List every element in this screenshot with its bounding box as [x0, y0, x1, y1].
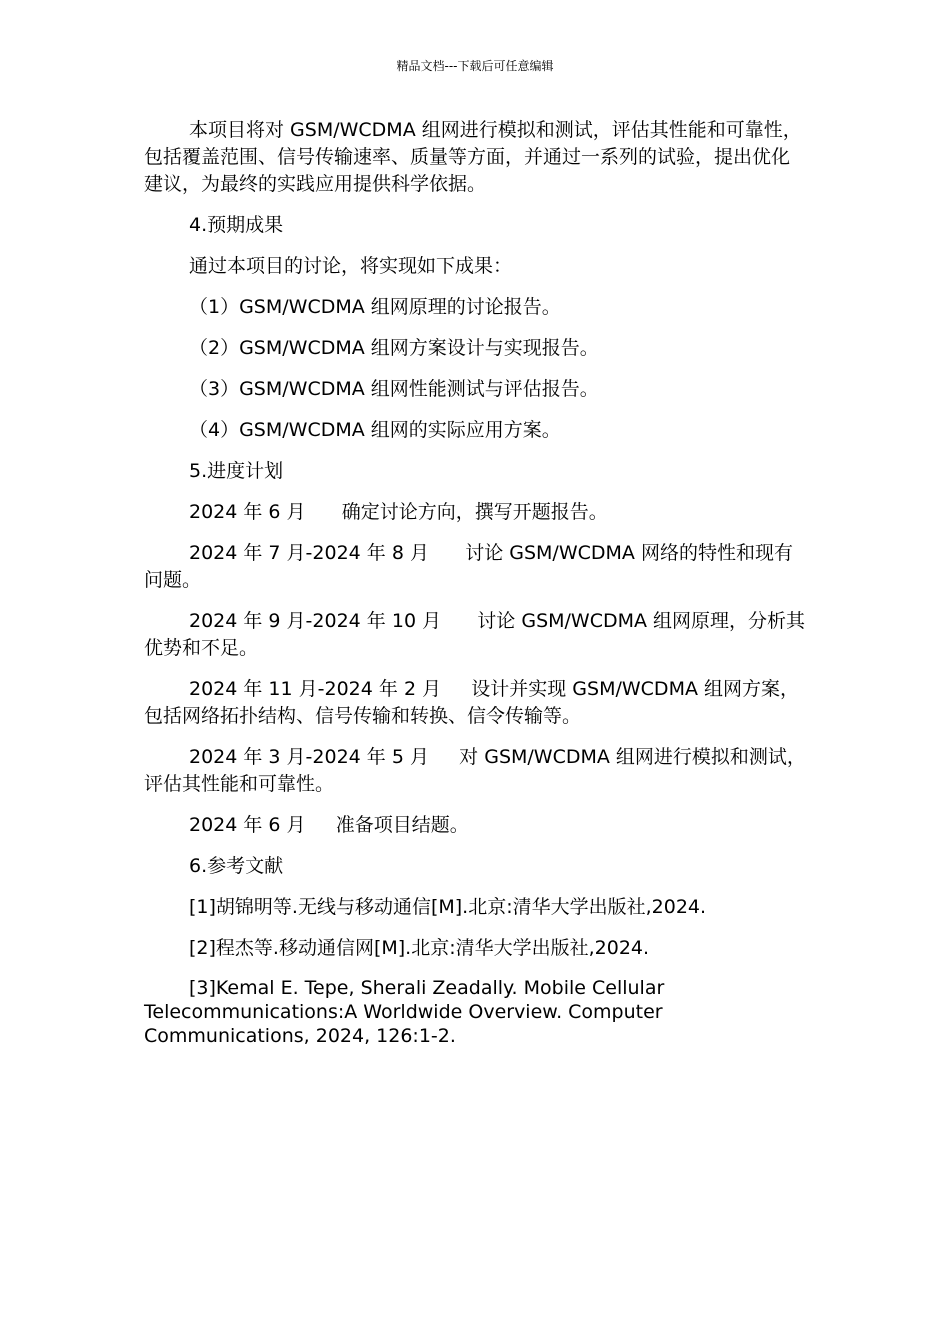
- schedule-item-2: 2024 年 7 月-2024 年 8 月 讨论 GSM/WCDMA 网络的特性和现有问题。: [144, 542, 793, 591]
- outcome-item-1: （1）GSM/WCDMA 组网原理的讨论报告。: [189, 296, 561, 318]
- page-header: 精品文档---下载后可任意编辑: [396, 59, 554, 73]
- reference-item-2: [2]程杰等.移动通信网[M].北京:清华大学出版社,2024.: [189, 937, 650, 959]
- schedule-item-6: 2024 年 6 月 准备项目结题。: [189, 814, 469, 836]
- section-6-title: 6.参考文献: [189, 855, 284, 877]
- reference-item-3: [3]Kemal E. Tepe, Sherali Zeadally. Mobile Cellular Telecommunications:A Worldwide Overview. Computer Communications, 2024, 126:1-2.: [144, 977, 671, 1047]
- section-4-lead: 通过本项目的讨论，将实现如下成果：: [189, 255, 513, 277]
- schedule-item-4: 2024 年 11 月-2024 年 2 月 设计并实现 GSM/WCDMA 组网方案，包括网络拓扑结构、信号传输和转换、信令传输等。: [144, 678, 799, 727]
- section-4-title: 4.预期成果: [189, 214, 284, 236]
- outcome-item-2: （2）GSM/WCDMA 组网方案设计与实现报告。: [189, 337, 599, 359]
- schedule-item-3: 2024 年 9 月-2024 年 10 月 讨论 GSM/WCDMA 组网原理，分析其优势和不足。: [144, 610, 806, 659]
- schedule-item-1: 2024 年 6 月 确定讨论方向，撰写开题报告。: [189, 501, 608, 523]
- intro-paragraph: 本项目将对 GSM/WCDMA 组网进行模拟和测试，评估其性能和可靠性，包括覆盖范围、信号传输速率、质量等方面，并通过一系列的试验，提出优化建议，为最终的实践应用提供科学依据。: [144, 119, 802, 195]
- section-5-title: 5.进度计划: [189, 460, 284, 482]
- document-body: [144, 117, 806, 1048]
- schedule-item-5: 2024 年 3 月-2024 年 5 月 对 GSM/WCDMA 组网进行模拟和测试，评估其性能和可靠性。: [144, 746, 806, 795]
- outcome-item-4: （4）GSM/WCDMA 组网的实际应用方案。: [189, 419, 561, 441]
- reference-item-1: [1]胡锦明等.无线与移动通信[M].北京:清华大学出版社,2024.: [189, 896, 707, 918]
- outcome-item-3: （3）GSM/WCDMA 组网性能测试与评估报告。: [189, 378, 599, 400]
